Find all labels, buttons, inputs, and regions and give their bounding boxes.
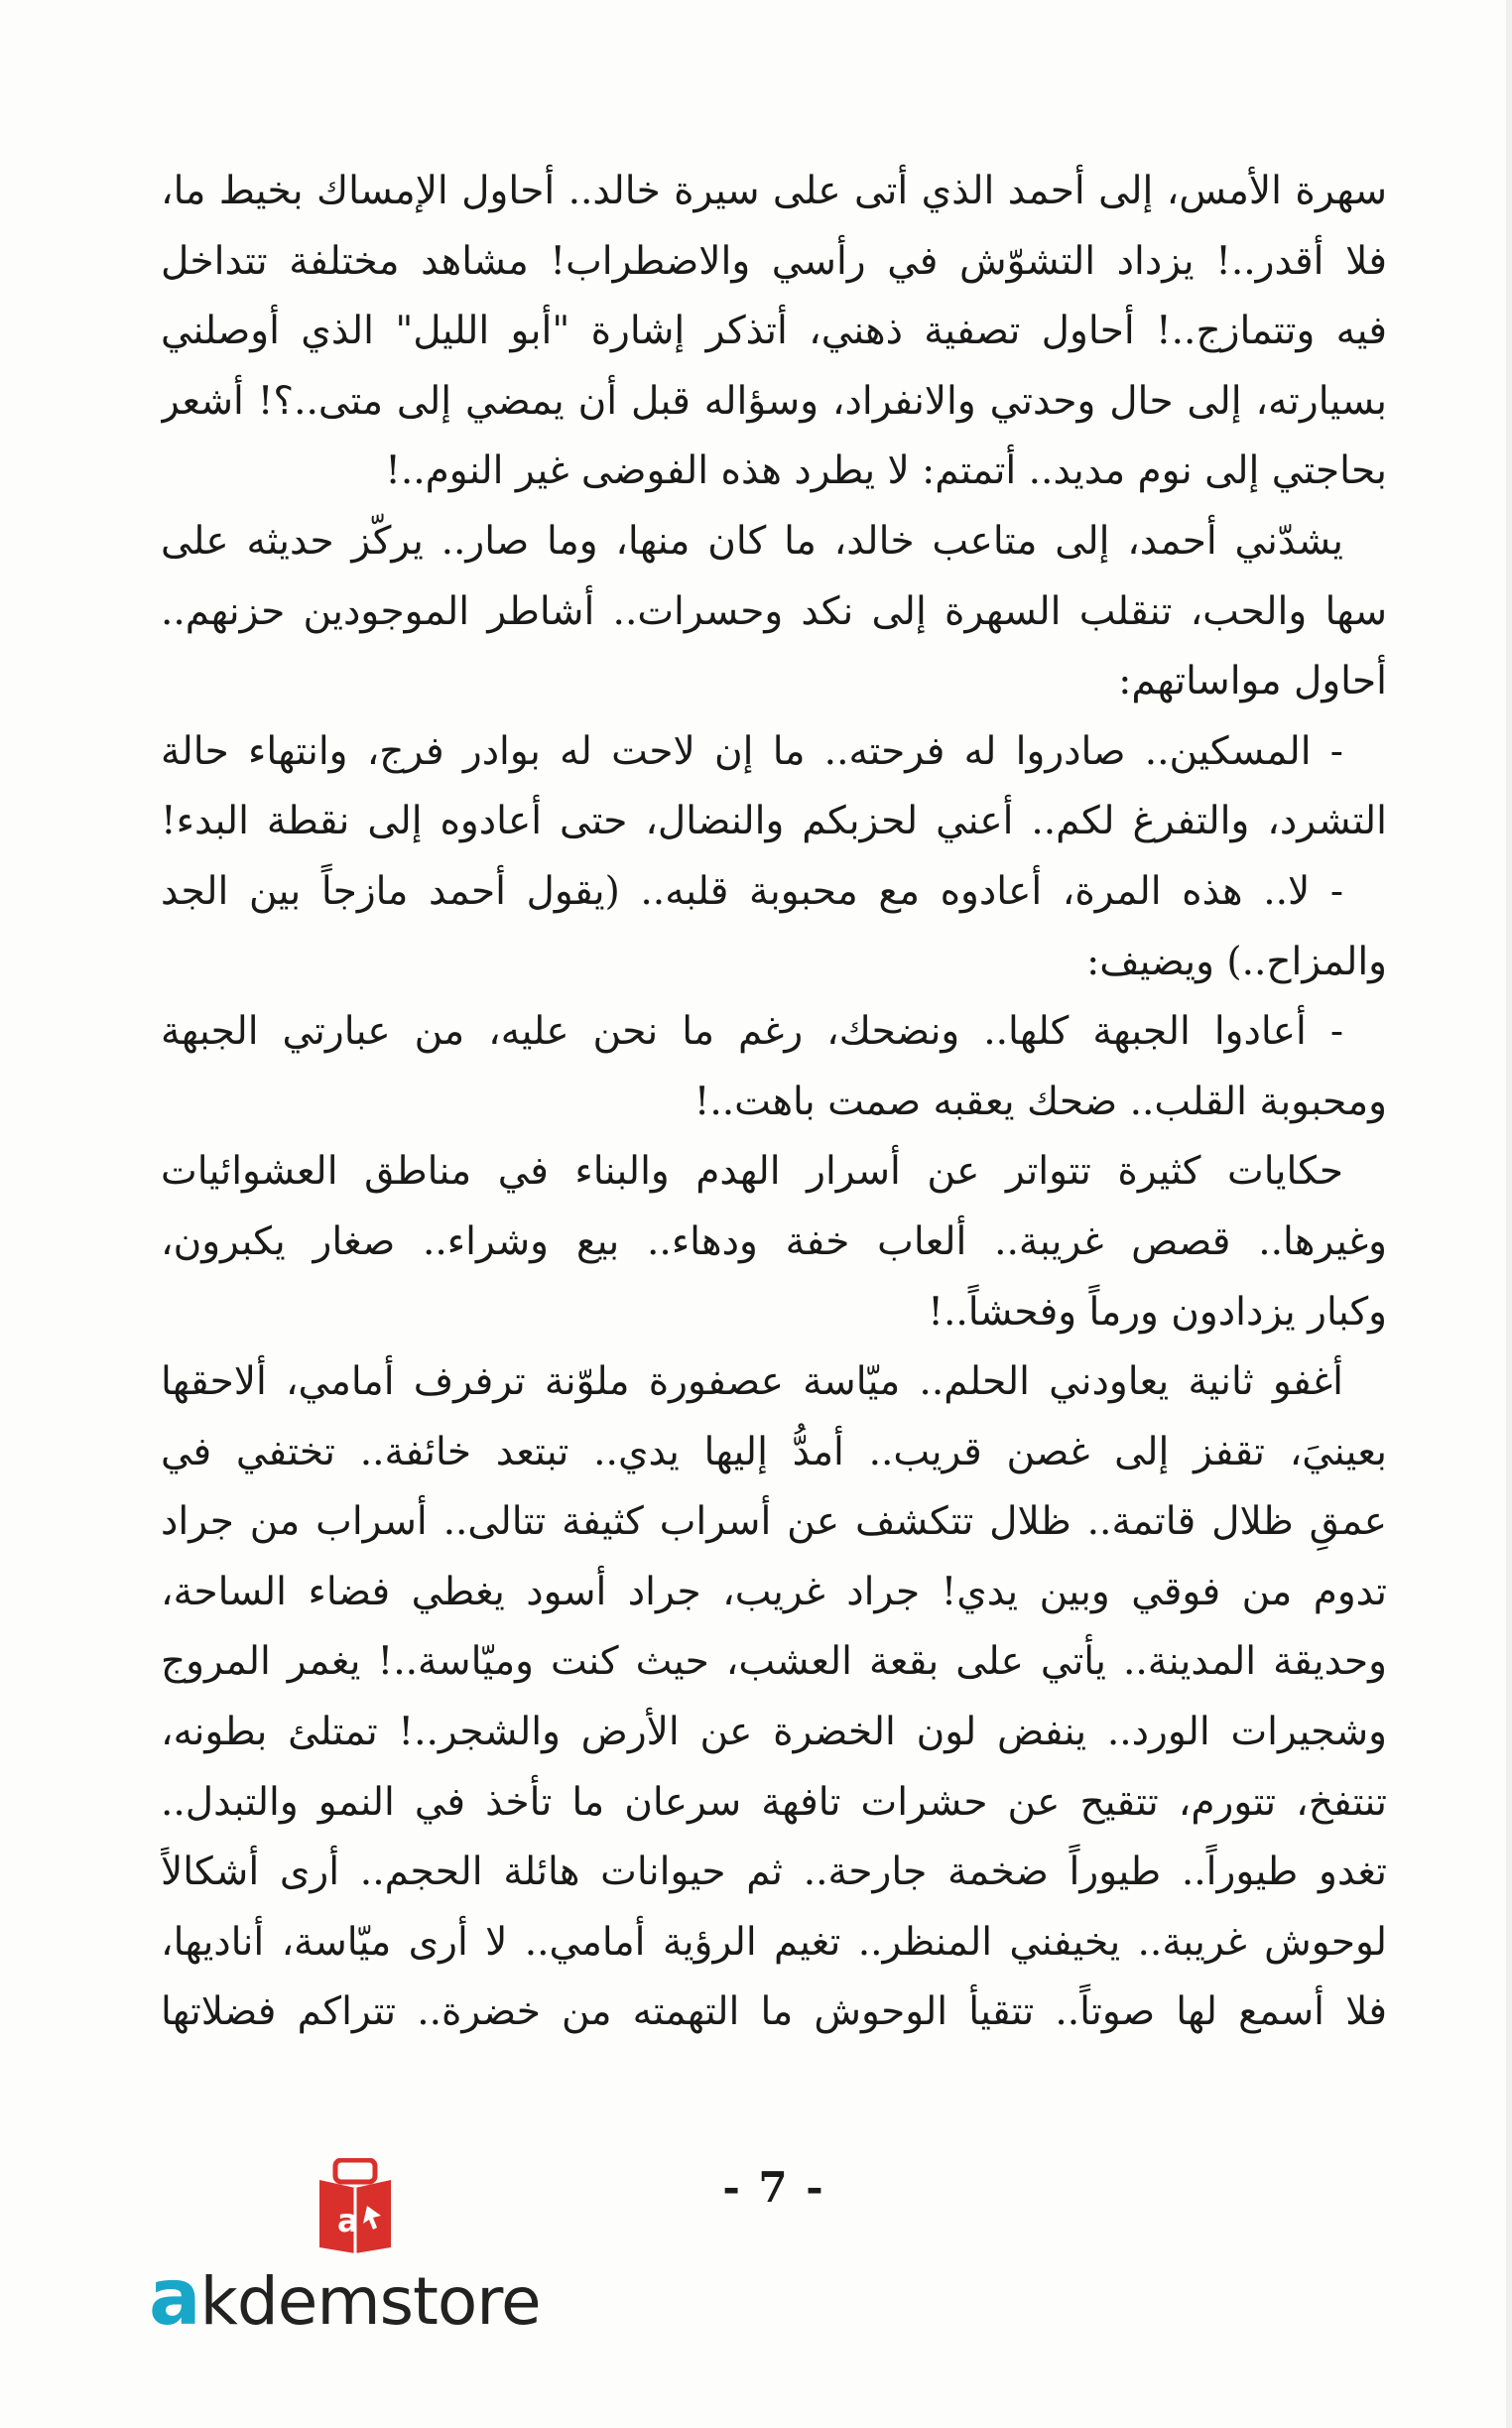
text-line: - لا.. هذه المرة، أعادوه مع محبوبة قلبه.. (يقول أحمد مازجاً بين الجد: [161, 868, 1343, 914]
text-line: أحاول مواساتهم:: [1118, 659, 1387, 704]
text-line: فيه وتتمازج..! أحاول تصفية ذهني، أتذكر إشارة "أبو الليل" الذي أوصلني: [161, 309, 1387, 354]
logo-wordmark-rest: kdemstore: [199, 2263, 541, 2340]
text-line: تنتفخ، تتورم، تتقيح عن حشرات تافهة سرعان ما تأخذ في النمو والتبدل..: [161, 1779, 1387, 1825]
text-line: وكبار يزدادون ورماً وفحشاً..!: [928, 1289, 1387, 1335]
text-line: تدوم من فوقي وبين يدي! جراد غريب، جراد أسود يغطي فضاء الساحة،: [161, 1569, 1387, 1614]
text-line: تغدو طيوراً.. طيوراً ضخمة جارحة.. ثم حيوانات هائلة الحجم.. أرى أشكالاً: [161, 1850, 1387, 1895]
text-line: - أعادوا الجبهة كلها.. ونضحك، رغم ما نحن عليه، من عبارتي الجبهة: [161, 1009, 1343, 1055]
text-line: التشرد، والتفرغ لكم.. أعني لحزبكم والنضال، حتى أعادوه إلى نقطة البدء!: [161, 799, 1387, 844]
body-text: [161, 157, 1387, 2048]
text-line: يشدّني أحمد، إلى متاعب خالد، ما كان منها، وما صار.. يركّز حديثه على: [161, 518, 1343, 564]
page-number: - 7 -: [722, 2163, 825, 2212]
text-line: والمزاح..) ويضيف:: [1086, 939, 1387, 984]
text-line: فلا أقدر..! يزداد التشوّش في رأسي والاضطراب! مشاهد مختلفة تتداخل: [161, 238, 1387, 284]
text-line: عمقِ ظلال قاتمة.. ظلال تتكشف عن أسراب كثيفة تتالى.. أسراب من جراد: [161, 1499, 1387, 1545]
logo-icon-letter: a: [337, 2202, 359, 2239]
text-line: بحاجتي إلى نوم مديد.. أتمتم: لا يطرد هذه الفوضى غير النوم..!: [385, 448, 1387, 494]
text-line: وحديقة المدينة.. يأتي على بقعة العشب، حيث كنت وميّاسة..! يغمر المروج: [161, 1639, 1387, 1685]
store-logo: [149, 2158, 575, 2343]
logo-wordmark-a: a: [149, 2253, 200, 2343]
text-line: لوحوش غريبة.. يخيفني المنظر.. تغيم الرؤية أمامي.. لا أرى ميّاسة، أناديها،: [161, 1919, 1387, 1965]
text-line: - المسكين.. صادروا له فرحته.. ما إن لاحت له بوادر فرج، وانتهاء حالة: [161, 728, 1343, 774]
text-line: بعينيَ، تقفز إلى غصن قريب.. أمدُّ إليها يدي.. تبتعد خائفة.. تختفي في: [161, 1429, 1387, 1474]
logo-wordmark: [149, 2253, 541, 2343]
text-line: أغفو ثانية يعاودني الحلم.. ميّاسة عصفورة ملوّنة ترفرف أمامي، ألاحقها: [161, 1359, 1343, 1405]
text-line: سهرة الأمس، إلى أحمد الذي أتى على سيرة خالد.. أحاول الإمساك بخيط ما،: [161, 169, 1387, 213]
book-cart-icon: [315, 2158, 395, 2253]
text-line: فلا أسمع لها صوتاً.. تتقيأ الوحوش ما التهمته من خضرة.. تتراكم فضلاتها: [161, 1989, 1387, 2035]
text-line: ومحبوبة القلب.. ضحك يعقبه صمت باهت..!: [693, 1079, 1387, 1124]
text-line: سها والحب، تنقلب السهرة إلى نكد وحسرات.. أشاطر الموجودين حزنهم..: [161, 588, 1387, 634]
text-line: حكايات كثيرة تتواتر عن أسرار الهدم والبناء في مناطق العشوائيات: [161, 1149, 1343, 1195]
text-line: وشجيرات الورد.. ينفض لون الخضرة عن الأرض والشجر..! تمتلئ بطونه،: [161, 1710, 1387, 1755]
text-line: وغيرها.. قصص غريبة.. ألعاب خفة ودهاء.. بيع وشراء.. صغار يكبرون،: [161, 1218, 1387, 1264]
page-edge: [1506, 0, 1512, 2428]
text-line: بسيارته، إلى حال وحدتي والانفراد، وسؤاله قبل أن يمضي إلى متى..؟! أشعر: [161, 378, 1387, 424]
